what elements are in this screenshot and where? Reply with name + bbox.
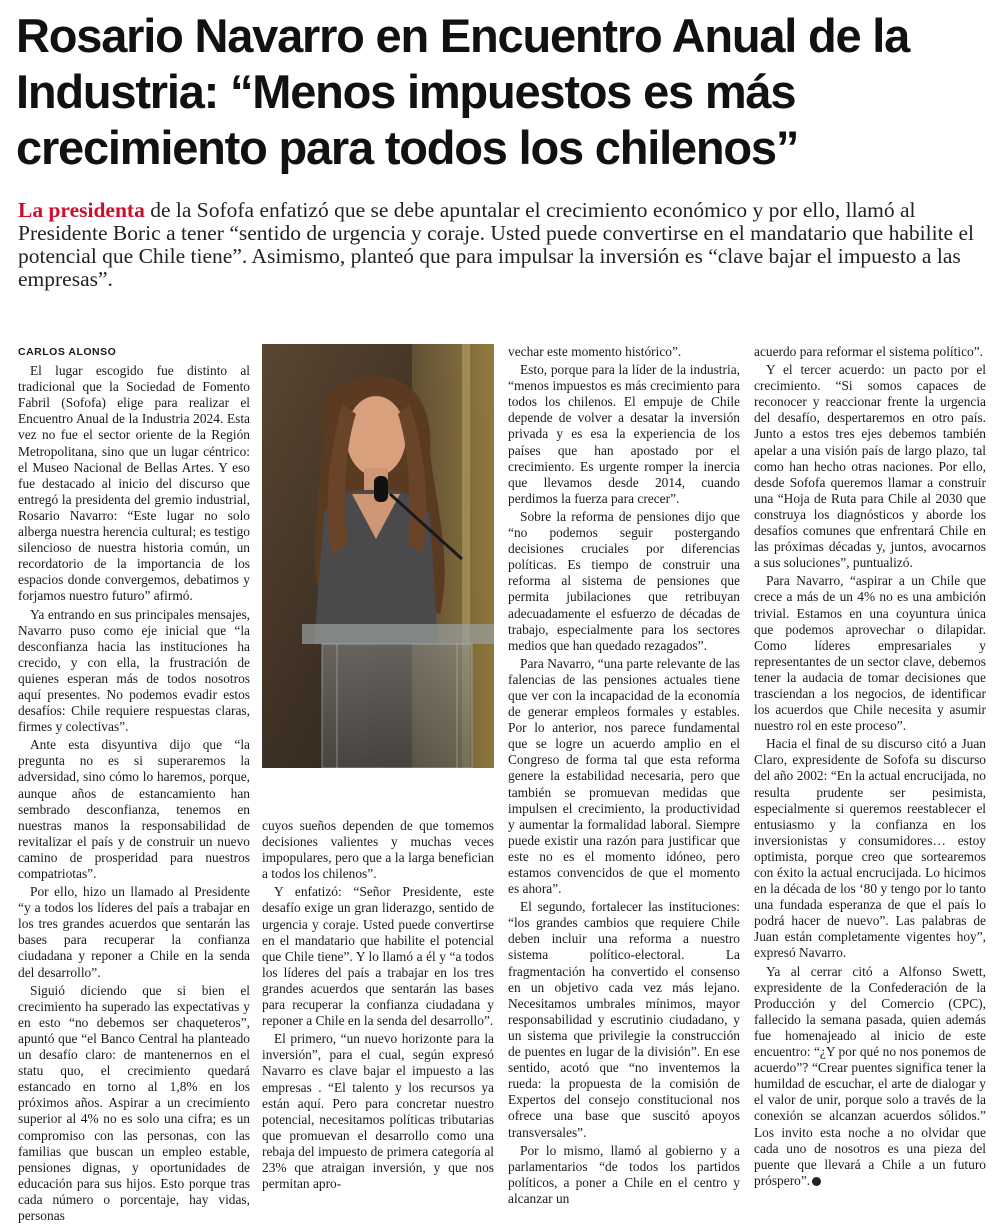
paragraph: vechar este momento histórico”. xyxy=(508,344,682,359)
paragraph: El segundo, fortalecer las instituciones: “los grandes cambios que requiere Chile deben incluir una reforma a nuestro sistema político-electoral. La fragmentación ha convertido el consenso en un objetivo cada vez más lejano. Necesitamos umbrales mínimos, mayor responsabilidad y escrutinio ciudadano, y un sistema que privilegie la construcción de puentes en lugar de la división”. En ese sentido, acotó que “no inventemos la rueda: la propuesta de la comisión de Expertos del consejo constitucional nos ofrece una base que suscitó apoyos transversales”. xyxy=(508,899,740,1140)
byline: CARLOS ALONSO xyxy=(18,346,117,358)
paragraph: Y el tercer acuerdo: un pacto por el crecimiento. “Si somos capaces de reconocer y reaccionar frente la urgencia del desafío, despertaremos en otro país. Junto a estos tres ejes debemos también apelar a una visión país de largo plazo, tal como han hecho otras naciones. Por ello, desde Sofofa queremos llamar a construir una “Hoja de Ruta para Chile al 2030 que construya los diagnósticos y aborde los desafíos comunes que enfrentará Chile en las próximas décadas y, juntos, avocarnos a sus soluciones”, puntualizó. xyxy=(754,362,986,571)
column-3 xyxy=(508,344,740,1209)
lead-paragraph xyxy=(18,199,980,291)
lead-kicker: La presidenta xyxy=(18,198,145,222)
paragraph: Por lo mismo, llamó al gobierno y a parlamentarios “de todos los partidos políticos, a poner a Chile en el centro y alcanzar un xyxy=(508,1142,740,1206)
paragraph: Para Navarro, “una parte relevante de las falencias de las pensiones actuales tiene que ver con la incapacidad de la economía de generar empleos formales y estables. Por lo anterior, nos parece fundamental que se logre un acuerdo amplio en el Congreso de forma tal que esta reforma genere la estabilidad necesaria, pero que también se promuevan medidas que impulsen el crecimiento, la productividad y aumentar la formalidad laboral. Siempre puede existir una razón para justificar que este no es el momento idóneo, pero estamos convencidos de que el momento es ahora”. xyxy=(508,655,740,897)
lead-text: de la Sofofa enfatizó que se debe apuntalar el crecimiento económico y por ello, llamó al Presidente Boric a tener “sentido de urgencia y coraje. Usted puede convertirse en el mandatario que habilite el potencial que Chile tiene”. Asimismo, planteó que para impulsar la inversión es “clave bajar el impuesto a las empresas”. xyxy=(18,198,974,291)
column-4 xyxy=(754,344,986,1191)
paragraph xyxy=(754,964,986,1189)
headline: Rosario Navarro en Encuentro Anual de la Industria: “Menos impuestos es más crecimiento para todos los chilenos” xyxy=(16,9,910,174)
paragraph: Ante esta disyuntiva dijo que “la pregunta no es si superaremos la adversidad, sino cómo lo haremos, porque, aunque años de estancamiento han sembrado desconfianza, tenemos en nuestras manos la responsabilidad de revitalizar el país y de construir un nuevo camino de prosperidad para nuestros compatriotas”. xyxy=(18,737,250,881)
paragraph: Por ello, hizo un llamado al Presidente “y a todos los líderes del país a trabajar en los tres grandes acuerdos que sentarán las bases para recuperar la confianza ciudadana y reponer a Chile en la senda del desarrollo”. xyxy=(18,884,250,980)
paragraph: Siguió diciendo que si bien el crecimiento ha superado las expectativas y en esto “no debemos ser chaqueteros”, apuntó que “el Banco Central ha planteado un desafío claro: de mantenernos en el statu quo, el crecimiento quedará estancado en torno al 1,8% en los próximos años. Aspirar a un crecimiento superior al 4% no es solo una cifra; es un compromiso con las personas, con las familias que buscan un empleo estable, pensiones dignas, y oportunidades de educación para sus hijos. Esto porque tras cada número o porcentaje, hay vidas, personas xyxy=(18,982,250,1223)
paragraph: El primero, “un nuevo horizonte para la inversión”, para el cual, según expresó Navarro es clave bajar el impuesto a las empresas . “El talento y los recursos ya están aquí. Pero para concretar nuestro potencial, necesitamos políticas tributarias que promuevan el desarrollo como una rebaja del impuesto de primera categoría al 23% que atraigan inversión, y que nos permitan apro- xyxy=(262,1031,494,1192)
paragraph: Sobre la reforma de pensiones dijo que “no podemos seguir postergando decisiones cruciales por diferencias políticas. Es tiempo de construir una reforma al sistema de pensiones que permita jubilaciones que retribuyan adecuadamente el esfuerzo de décadas de trabajo, especialmente para los sectores medios que han quedado rezagados”. xyxy=(508,508,740,653)
paragraph: Y enfatizó: “Señor Presidente, este desafío exige un gran liderazgo, sentido de urgencia y coraje. Usted puede convertirse en el mandatario que habilite el potencial que Chile tiene”. Y lo llamó a él y “a todos los líderes del país a trabajar en los tres grandes acuerdos que sentarán las bases para recuperar la confianza ciudadana y reponer a Chile en la senda del desarrollo”. xyxy=(262,884,494,1029)
speaker-at-podium-image xyxy=(262,344,494,768)
paragraph: Esto, porque para la líder de la industria, “menos impuestos es más crecimiento para todos los chilenos. El empuje de Chile depende de volver a desatar la inversión privada y es esa la experiencia de los países que han apostado por el crecimiento. Es urgente romper la inercia que llevamos desde 2014, cuando perdimos la fuerza para crecer”. xyxy=(508,362,740,506)
closing-text: Ya al cerrar citó a Alfonso Swett, expresidente de la Confederación de la Producción y del Comercio (CPC), fallecido la semana pasada, quien además fue homenajeado al inicio de este encuentro: “¿Y por qué no nos ponemos de acuerdo”? “Crear puentes significa tener la humildad de escuchar, el arte de dialogar y el valor de unir, porque solo a través de la conexión se alcanzan acuerdos sólidos.” Los invito esta noche a no olvidar que cada uno de nosotros es una pieza del puente que llevará a Chile a un futuro próspero”. xyxy=(754,963,986,1188)
paragraph: acuerdo para reformar el sistema político”. xyxy=(754,344,984,359)
column-1 xyxy=(18,344,250,1226)
column-2 xyxy=(262,818,494,1194)
paragraph: El lugar escogido fue distinto al tradicional que la Sociedad de Fomento Fabril (Sofofa) elige para realizar el Encuentro Anual de la Industria 2024. Esta vez no fue el sector oriente de la Región Metropolitana, sino que un lugar céntrico: el Museo Nacional de Bellas Artes. Y eso fue destacado al inicio del discurso que entregó la presidenta del gremio industrial, Rosario Navarro: “Este lugar no solo alberga nuestra herencia cultural; es testigo silencioso de nuestra historia común, un recordatorio de la importancia de los espacios donde convergemos, debatimos y forjamos nuestro futuro” afirmó. xyxy=(18,363,250,604)
paragraph: cuyos sueños dependen de que tomemos decisiones valientes y muchas veces impopulares, pero que a la larga benefician a todos los chilenos”. xyxy=(262,818,494,882)
end-mark-icon xyxy=(812,1177,821,1186)
paragraph: Hacia el final de su discurso citó a Juan Claro, expresidente de Sofofa su discurso del año 2002: “En la actual encrucijada, no resulta prudente ser pesimista, especialmente si queremos reestablecer el entusiasmo y la confianza en los inversionistas y consumidores… estoy optimista, porque creo que sortearemos con éxito la actual encrucijada. Lo hicimos en la década de los ‘80 y tengo por lo tanto una fundada esperanza de que el país lo podrá hacer de nuevo”. Las palabras de Juan están completamente vigentes hoy”, expresó Navarro. xyxy=(754,736,986,961)
paragraph: Para Navarro, “aspirar a un Chile que crece a más de un 4% no es una ambición trivial. Estamos en una coyuntura única que podemos aprovechar o dilapidar. Como líderes empresariales y representantes de un sector clave, debemos tener la audacia de tomar decisiones que trasciendan a los negocios, de identificar los acuerdos que Chile necesita y asumir nuestro rol en este proceso”. xyxy=(754,573,986,734)
paragraph: Ya entrando en sus principales mensajes, Navarro puso como eje inicial que “la desconfianza hacia las instituciones ha crecido, y con ella, la frustración de quienes esperan más de todos nosotros aquí presentes. No podemos evadir estos desafíos: Chile requiere respuestas claras, firmes y colectivas”. xyxy=(18,606,250,735)
speaker-photo xyxy=(262,344,494,768)
